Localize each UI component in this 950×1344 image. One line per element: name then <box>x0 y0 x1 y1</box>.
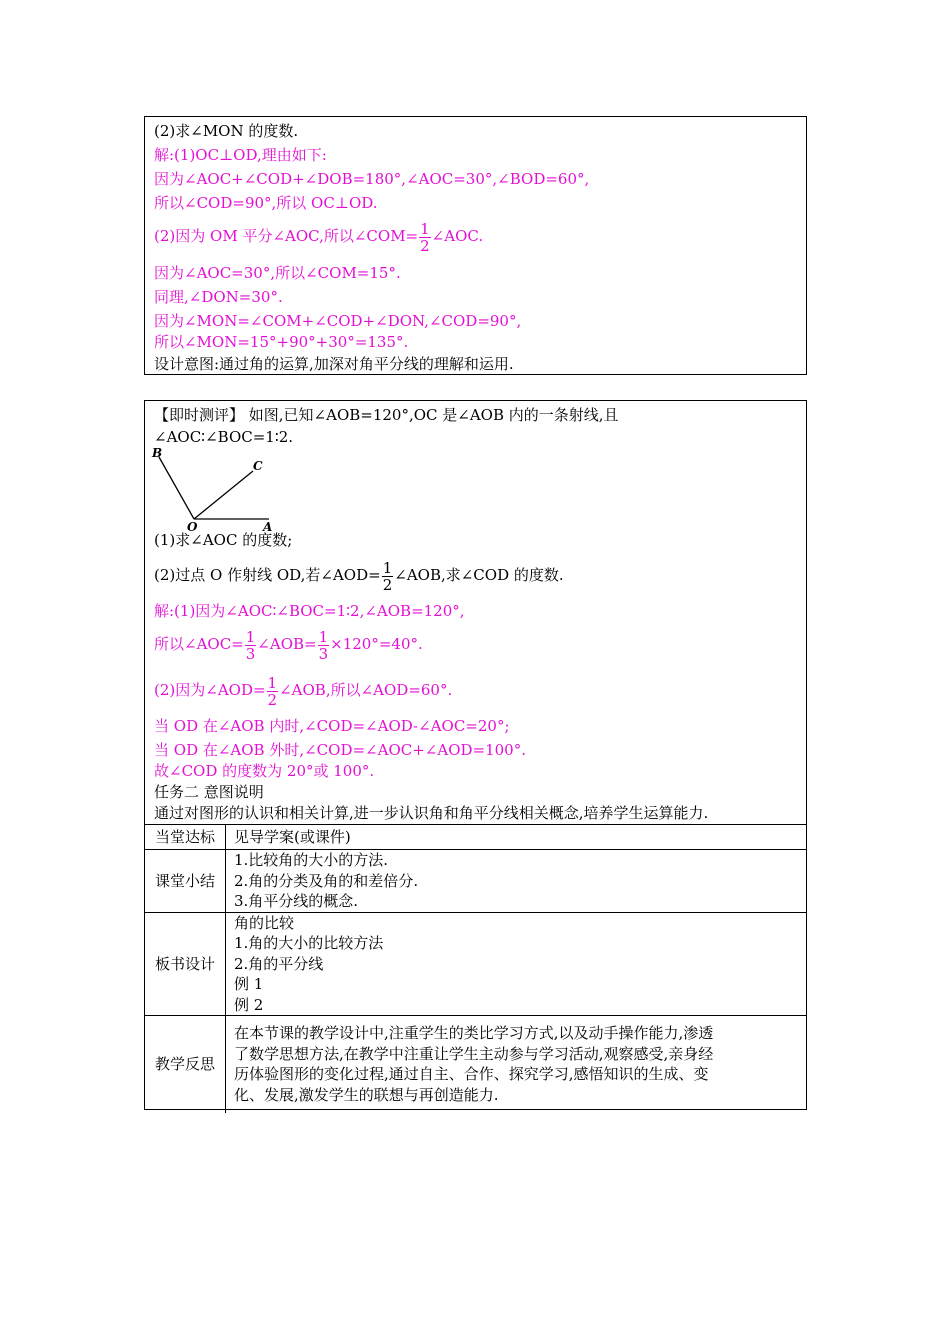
answer-line-6: 同理,∠DON=30°. <box>154 288 283 306</box>
answer-line-1: 解:(1)OC⊥OD,理由如下: <box>154 146 327 164</box>
fraction-denominator: 3 <box>318 644 329 663</box>
answer-line-5: 因为∠AOC=30°,所以∠COM=15°. <box>154 264 401 282</box>
row-label-practice: 当堂达标 <box>145 825 226 850</box>
quiz-solution-2-pre: 所以∠AOC= <box>154 635 244 653</box>
quiz-solution-4: 当 OD 在∠AOB 内时,∠COD=∠AOD-∠AOC=20°; <box>154 717 510 735</box>
summary-line-1: 1.比较角的大小的方法. <box>234 851 389 869</box>
reflection-line-1: 在本节课的教学设计中,注重学生的类比学习方式,以及动手操作能力,渗透 <box>234 1024 714 1043</box>
answer-line-4 <box>154 217 483 255</box>
table-row <box>145 912 806 1016</box>
reflection-line-4: 化、发展,激发学生的联想与再创造能力. <box>234 1085 499 1104</box>
table-row <box>145 850 806 913</box>
board-line-3: 2.角的平分线 <box>234 954 324 973</box>
row-content-summary <box>226 850 807 913</box>
fraction-denominator: 3 <box>245 644 256 663</box>
answer-line-4-pre: (2)因为 OM 平分∠AOC,所以∠COM= <box>154 227 419 245</box>
fraction-numerator: 1 <box>420 219 430 238</box>
quiz-question-2 <box>154 556 564 594</box>
row-content-reflection <box>226 1016 807 1113</box>
quiz-solution-2-mid: ∠AOB= <box>257 635 317 653</box>
table-row <box>145 825 806 850</box>
summary-line-3: 3.角平分线的概念. <box>234 892 359 910</box>
fraction-numerator: 1 <box>318 627 329 646</box>
design-intent: 设计意图:通过角的运算,加深对角平分线的理解和运用. <box>154 355 514 373</box>
fraction-numerator: 1 <box>382 558 393 577</box>
fraction-one-third <box>245 629 257 662</box>
fraction-one-half <box>267 675 279 708</box>
row-label-reflection: 教学反思 <box>145 1016 226 1113</box>
answer-line-2: 因为∠AOC+∠COD+∠DOB=180°,∠AOC=30°,∠BOD=60°, <box>154 170 590 188</box>
answer-line-8: 所以∠MON=15°+90°+30°=135°. <box>154 333 409 351</box>
board-line-2: 1.角的大小的比较方法 <box>234 934 384 952</box>
row-label-board: 板书设计 <box>145 912 226 1016</box>
lesson-table <box>145 824 806 1113</box>
summary-line-2: 2.角的分类及角的和差倍分. <box>234 871 419 890</box>
angle-figure <box>149 445 279 531</box>
answer-line-3: 所以∠COD=90°,所以 OC⊥OD. <box>154 194 378 212</box>
fraction-one-half <box>419 221 431 254</box>
board-line-5: 例 2 <box>234 995 264 1014</box>
quiz-solution-3 <box>154 671 452 709</box>
fraction-denominator: 2 <box>267 690 278 709</box>
solution-box-1 <box>144 116 807 375</box>
quiz-solution-2 <box>154 625 423 663</box>
quiz-solution-6: 故∠COD 的度数为 20°或 100°. <box>154 762 375 780</box>
reflection-line-2: 了数学思想方法,在教学中注重让学生主动参与学习活动,观察感受,亲身经 <box>234 1044 714 1063</box>
question-2-line: (2)求∠MON 的度数. <box>154 122 299 140</box>
quiz-title-line-1: 【即时测评】 如图,已知∠AOB=120°,OC 是∠AOB 内的一条射线,且 <box>154 406 619 424</box>
answer-line-4-post: ∠AOC. <box>431 227 484 245</box>
quiz-solution-1: 解:(1)因为∠AOC∶∠BOC=1∶2,∠AOB=120°, <box>154 602 465 620</box>
row-label-summary: 课堂小结 <box>145 850 226 913</box>
fraction-denominator: 2 <box>382 575 393 594</box>
quiz-question-2-post: ∠AOB,求∠COD 的度数. <box>394 566 564 584</box>
quiz-solution-5: 当 OD 在∠AOB 外时,∠COD=∠AOC+∠AOD=100°. <box>154 741 526 759</box>
fraction-one-third <box>318 629 330 662</box>
task-title: 任务二 意图说明 <box>154 783 264 801</box>
quiz-question-1: (1)求∠AOC 的度数; <box>154 531 293 549</box>
quiz-solution-3-post: ∠AOB,所以∠AOD=60°. <box>279 681 453 699</box>
label-o: O <box>187 520 198 531</box>
answer-line-7: 因为∠MON=∠COM+∠COD+∠DON,∠COD=90°, <box>154 312 522 330</box>
label-a: A <box>263 520 273 531</box>
label-c: C <box>253 459 263 473</box>
quiz-question-2-pre: (2)过点 O 作射线 OD,若∠AOD= <box>154 566 381 584</box>
label-b: B <box>152 446 163 460</box>
ray-ob <box>159 457 194 519</box>
table-row <box>145 1016 806 1113</box>
row-content-board <box>226 912 807 1016</box>
quiz-solution-2-post: ×120°=40°. <box>330 635 423 653</box>
fraction-numerator: 1 <box>245 627 256 646</box>
fraction-denominator: 2 <box>420 236 430 255</box>
fraction-numerator: 1 <box>267 673 278 692</box>
board-line-4: 例 1 <box>234 975 264 993</box>
reflection-line-3: 历体验图形的变化过程,通过自主、合作、探究学习,感悟知识的生成、变 <box>234 1065 709 1084</box>
quiz-title-line-2: ∠AOC∶∠BOC=1∶2. <box>154 428 294 446</box>
quiz-solution-3-pre: (2)因为∠AOD= <box>154 681 266 699</box>
row-content-practice: 见导学案(或课件) <box>226 825 807 850</box>
task-text: 通过对图形的认识和相关计算,进一步认识角和角平分线相关概念,培养学生运算能力. <box>154 804 709 822</box>
fraction-one-half <box>382 560 394 593</box>
ray-oc <box>194 471 253 519</box>
solution-box-2 <box>144 400 807 1110</box>
board-line-1: 角的比较 <box>234 913 295 932</box>
